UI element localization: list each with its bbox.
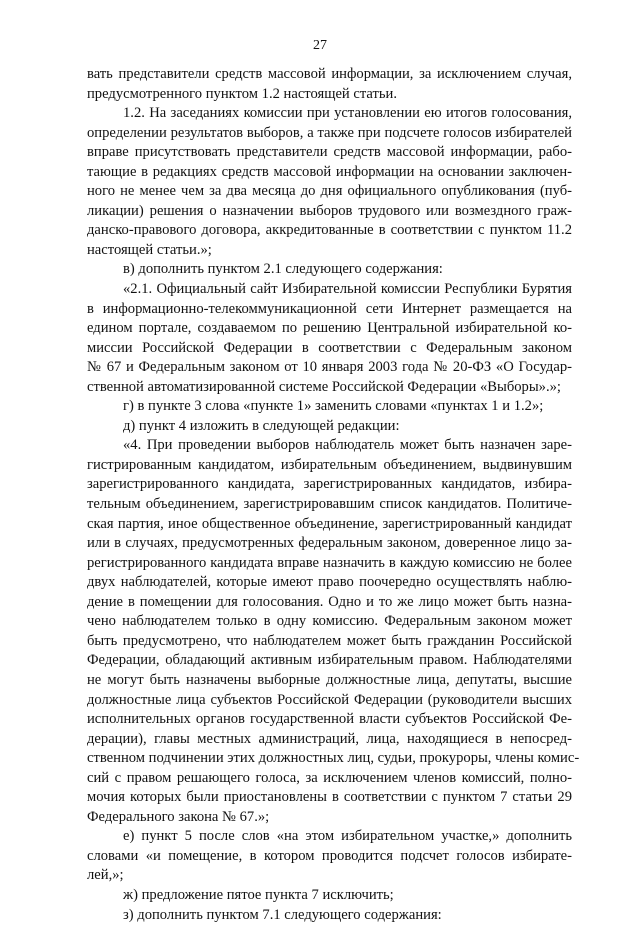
text-line: зарегистрированного кандидата, зарегистрированных кандидатов, избира-: [87, 476, 572, 493]
text-line: исполнительных органов государственной власти субъектов Российской Фе-: [87, 711, 572, 728]
text-line: 1.2. На заседаниях комиссии при установлении ею итогов голосования,: [123, 105, 572, 122]
text-line: ного не менее чем за два месяца до дня официального опубликования (пуб-: [87, 183, 572, 200]
text-line: должностные лица субъектов Российской Федерации (руководители высших: [87, 691, 572, 708]
text-line: миссии Российской Федерации в соответствии с Федеральным законом: [87, 339, 572, 356]
text-line: вправе присутствовать представители средств массовой информации, рабо-: [87, 144, 572, 161]
text-line: ж) предложение пятое пункта 7 исключить;: [123, 886, 394, 903]
text-line: ственной автоматизированной системе Российской Федерации «Выборы».»;: [87, 378, 561, 395]
text-line: «2.1. Официальный сайт Избирательной комиссии Республики Бурятия: [123, 281, 572, 298]
text-line: данско-правового договора, аккредитованные в соответствии с пунктом 11.2: [87, 222, 572, 239]
text-line: Федерации, обладающий активным избирательным правом. Наблюдателями: [87, 652, 572, 669]
text-line: дерации), главы местных администраций, лица, находящиеся в непосред-: [87, 730, 572, 747]
text-line: г) в пункте 3 слова «пункте 1» заменить словами «пунктах 1 и 1.2»;: [123, 398, 544, 415]
text-line: дение в помещении для голосования. Одно и то же лицо может быть назна-: [87, 593, 572, 610]
text-line: тающие в редакциях средств массовой информации на основании заключен-: [87, 163, 572, 180]
text-line: ликации) решения о назначении выборов трудового или возмездного граж-: [87, 202, 572, 219]
text-line: вать представители средств массовой информации, за исключением случая,: [87, 66, 572, 82]
text-line: ская партия, иное общественное объединение, зарегистрированный кандидат: [87, 515, 572, 532]
text-line: в) дополнить пунктом 2.1 следующего содержания:: [123, 261, 443, 278]
text-line: № 67 и Федеральным законом от 10 января 2003 года № 20-ФЗ «О Государ-: [87, 359, 572, 376]
text-line: сий с правом решающего голоса, за исключением членов комиссий, полно-: [87, 769, 572, 786]
text-line: з) дополнить пунктом 7.1 следующего содержания:: [123, 906, 442, 923]
text-line: мочия которых были приостановлены в соответствии с пунктом 7 статьи 29: [87, 789, 572, 806]
text-line: в информационно-телекоммуникационной сети Интернет размещается на: [87, 300, 572, 317]
text-line: гистрированным кандидатом, избирательным объединением, выдвинувшим: [87, 456, 572, 473]
text-line: не могут быть назначены выборные должностные лица, депутаты, высшие: [87, 671, 572, 688]
text-line: настоящей статьи.»;: [87, 241, 212, 258]
text-line: быть предусмотрено, что наблюдателем может быть гражданин Российской: [87, 632, 572, 649]
text-line: д) пункт 4 изложить в следующей редакции:: [123, 417, 400, 434]
text-line: регистрированного кандидата вправе назначить в каждую комиссию не более: [87, 554, 572, 571]
text-line: ственном подчинении этих должностных лиц, судьи, прокуроры, члены комис-: [87, 750, 580, 767]
text-line: предусмотренного пунктом 1.2 настоящей статьи.: [87, 85, 398, 102]
text-line: чено наблюдателем только в одну комиссию. Федеральным законом может: [87, 613, 572, 630]
text-line: Федерального закона № 67.»;: [87, 808, 270, 825]
text-line: словами «и помещение, в котором проводится подсчет голосов избирате-: [87, 847, 572, 864]
text-line: определении результатов выборов, а также при подсчете голосов избирателей: [87, 124, 572, 141]
text-line: «4. При проведении выборов наблюдатель может быть назначен заре-: [123, 437, 572, 454]
text-line: или в случаях, предусмотренных федеральным законом, доверенное лицо за-: [87, 535, 572, 552]
document-body: [87, 65, 580, 925]
text-line: лей,»;: [87, 867, 124, 884]
page-number: 27: [313, 38, 327, 53]
text-line: тельным объединением, зарегистрировавшим список кандидатов. Политиче-: [87, 496, 572, 513]
text-line: едином портале, создаваемом по решению Центральной избирательной ко-: [87, 320, 572, 337]
text-line: двух наблюдателей, которые имеют право поочередно осуществлять наблю-: [87, 574, 572, 591]
text-line: е) пункт 5 после слов «на этом избирательном участке,» дополнить: [123, 828, 572, 845]
